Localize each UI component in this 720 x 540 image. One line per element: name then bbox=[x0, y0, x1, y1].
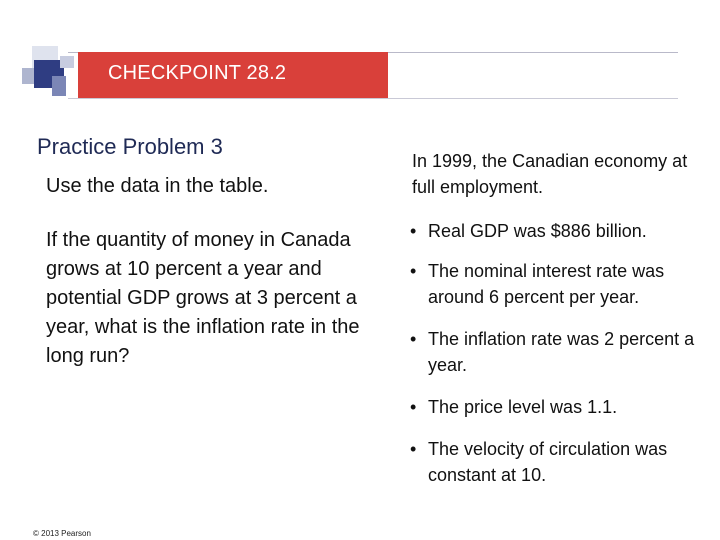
copyright-footer: © 2013 Pearson bbox=[33, 529, 91, 538]
problem-title: Practice Problem 3 bbox=[37, 134, 223, 159]
list-item: • The price level was 1.1. bbox=[410, 394, 710, 420]
problem-question: If the quantity of money in Canada grows at 10 percent a year and potential GDP grows at 3 percent a year, what is the inflation rate in the long run? bbox=[46, 229, 360, 367]
list-item: • The velocity of circulation was constant at 10. bbox=[410, 436, 710, 488]
data-intro: In 1999, the Canadian economy at full employment. bbox=[412, 151, 688, 197]
list-item: • Real GDP was $886 billion. bbox=[410, 218, 710, 244]
checkpoint-title: CHECKPOINT 28.2 bbox=[108, 62, 287, 84]
problem-intro: Use the data in the table. bbox=[46, 175, 269, 197]
bullet-icon: • bbox=[410, 329, 417, 349]
bullet-icon: • bbox=[410, 439, 417, 459]
bullet-icon: • bbox=[410, 261, 417, 281]
bullet-icon: • bbox=[410, 397, 417, 417]
list-item: • The nominal interest rate was around 6 percent per year. bbox=[410, 258, 710, 310]
bullet-icon: • bbox=[410, 221, 417, 241]
list-item: • The inflation rate was 2 percent a year. bbox=[410, 326, 710, 378]
data-list bbox=[410, 218, 710, 488]
header-bottom-rule bbox=[68, 98, 678, 99]
stacked-squares-logo bbox=[22, 46, 78, 102]
